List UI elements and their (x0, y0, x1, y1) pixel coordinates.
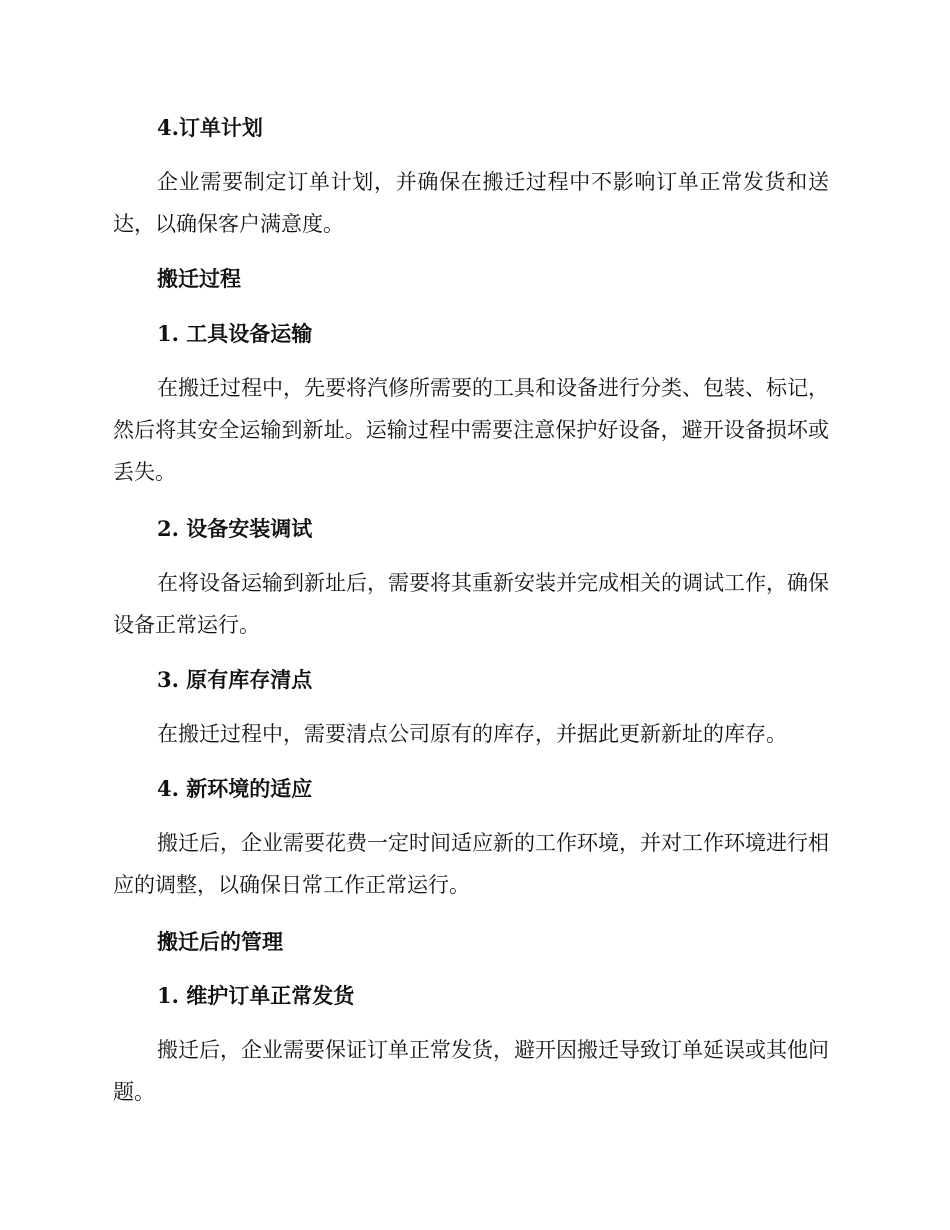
paragraph-equipment-install: 在将设备运输到新址后，需要将其重新安装并完成相关的调试工作，确保设备正常运行。 (113, 571, 829, 637)
section-heading-moving-process: 搬迁过程 (157, 266, 241, 291)
paragraph-order-plan: 企业需要制定订单计划，并确保在搬迁过程中不影响订单正常发货和送达，以确保客户满意度。 (113, 170, 829, 236)
paragraph-inventory-count: 在搬迁过程中，需要清点公司原有的库存，并据此更新新址的库存。 (157, 722, 787, 746)
section-heading-post-move-management: 搬迁后的管理 (157, 929, 283, 954)
subheading-tool-transport: 1. 工具设备运输 (157, 321, 313, 346)
subheading-inventory-count: 3. 原有库存清点 (157, 667, 313, 692)
subheading-new-environment: 4. 新环境的适应 (157, 776, 313, 801)
paragraph-new-environment: 搬迁后，企业需要花费一定时间适应新的工作环境，并对工作环境进行相应的调整，以确保日常工作正常运行。 (113, 831, 829, 897)
subheading-maintain-shipping: 1. 维护订单正常发货 (157, 983, 355, 1008)
subheading-equipment-install: 2. 设备安装调试 (157, 516, 313, 541)
paragraph-maintain-shipping: 搬迁后，企业需要保证订单正常发货，避开因搬迁导致订单延误或其他问题。 (113, 1038, 829, 1104)
section-heading-order-plan: 4.订单计划 (157, 115, 263, 140)
paragraph-tool-transport: 在搬迁过程中，先要将汽修所需要的工具和设备进行分类、包装、标记，然后将其安全运输到新址。运输过程中需要注意保护好设备，避开设备损坏或丢失。 (113, 376, 829, 484)
